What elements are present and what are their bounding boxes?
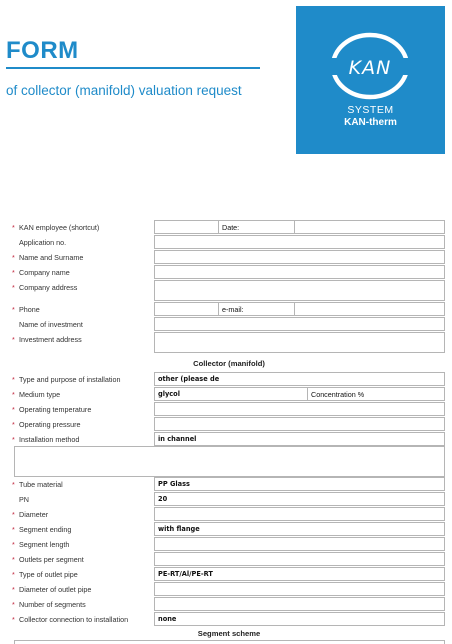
company-address-field[interactable] (154, 280, 445, 301)
label-installation-method: * Installation method (12, 435, 80, 444)
kan-employee-field[interactable] (154, 220, 219, 234)
installation-notes-field[interactable] (14, 446, 445, 477)
kan-therm-logo (296, 6, 445, 154)
label-collector-connection: * Collector connection to installation (12, 615, 129, 624)
label-operating-pressure: * Operating pressure (12, 420, 81, 429)
kan-logo-icon (296, 6, 445, 154)
label-number-of-segments: * Number of segments (12, 600, 86, 609)
label-operating-temperature: * Operating temperature (12, 405, 92, 414)
label-segment-length: * Segment length (12, 540, 70, 549)
segment-scheme-heading: Segment scheme (197, 629, 261, 638)
label-outlets-per-segment: * Outlets per segment (12, 555, 84, 564)
logo-system-text: SYSTEM (347, 104, 394, 116)
segment-length-field[interactable] (154, 537, 445, 551)
application-no-field[interactable] (154, 235, 445, 249)
number-of-segments-field[interactable] (154, 597, 445, 611)
logo-brand-text: KAN-therm (344, 117, 397, 128)
form-title: FORM (6, 37, 79, 64)
company-name-field[interactable] (154, 265, 445, 279)
segment-scheme-area[interactable] (14, 640, 445, 644)
installation-method-field[interactable]: in channel (154, 432, 445, 446)
concentration-field[interactable]: Concentration % (307, 387, 445, 401)
label-type-purpose: * Type and purpose of installation (12, 375, 121, 384)
outlet-pipe-type-field[interactable]: PE-RT/Al/PE-RT (154, 567, 445, 581)
tube-material-field[interactable]: PP Glass (154, 477, 445, 491)
type-purpose-field[interactable]: other (please de (154, 372, 445, 386)
date-label-cell: Date: (218, 220, 295, 234)
label-outlet-pipe-diameter: * Diameter of outlet pipe (12, 585, 92, 594)
label-company-name: * Company name (12, 268, 70, 277)
email-label-cell: e-mail: (218, 302, 295, 316)
label-investment-address: * Investment address (12, 335, 82, 344)
phone-field[interactable] (154, 302, 219, 316)
title-divider (6, 67, 260, 69)
label-medium-type: * Medium type (12, 390, 61, 399)
logo-mark: KAN (348, 57, 392, 79)
diameter-field[interactable] (154, 507, 445, 521)
outlets-per-segment-field[interactable] (154, 552, 445, 566)
label-diameter: * Diameter (12, 510, 49, 519)
label-company-address: * Company address (12, 283, 78, 292)
name-surname-field[interactable] (154, 250, 445, 264)
label-name-of-investment: Name of investment (19, 320, 83, 329)
label-phone: * Phone (12, 305, 40, 314)
date-field[interactable] (294, 220, 445, 234)
label-name-surname: * Name and Surname (12, 253, 84, 262)
segment-ending-field[interactable]: with flange (154, 522, 445, 536)
name-of-investment-field[interactable] (154, 317, 445, 331)
medium-type-field[interactable]: glycol (154, 387, 308, 401)
collector-connection-field[interactable]: none (154, 612, 445, 626)
email-field[interactable] (294, 302, 445, 316)
investment-address-field[interactable] (154, 332, 445, 353)
collector-heading: Collector (manifold) (193, 359, 265, 368)
label-kan-employee: * KAN employee (shortcut) (12, 223, 100, 232)
outlet-pipe-diameter-field[interactable] (154, 582, 445, 596)
label-segment-ending: * Segment ending (12, 525, 72, 534)
label-application-no: Application no. (19, 238, 67, 247)
label-outlet-pipe-type: * Type of outlet pipe (12, 570, 78, 579)
form-subtitle: of collector (manifold) valuation request (6, 83, 242, 98)
label-pn: PN (19, 495, 29, 504)
label-tube-material: * Tube material (12, 480, 63, 489)
operating-pressure-field[interactable] (154, 417, 445, 431)
pn-field[interactable]: 20 (154, 492, 445, 506)
operating-temperature-field[interactable] (154, 402, 445, 416)
